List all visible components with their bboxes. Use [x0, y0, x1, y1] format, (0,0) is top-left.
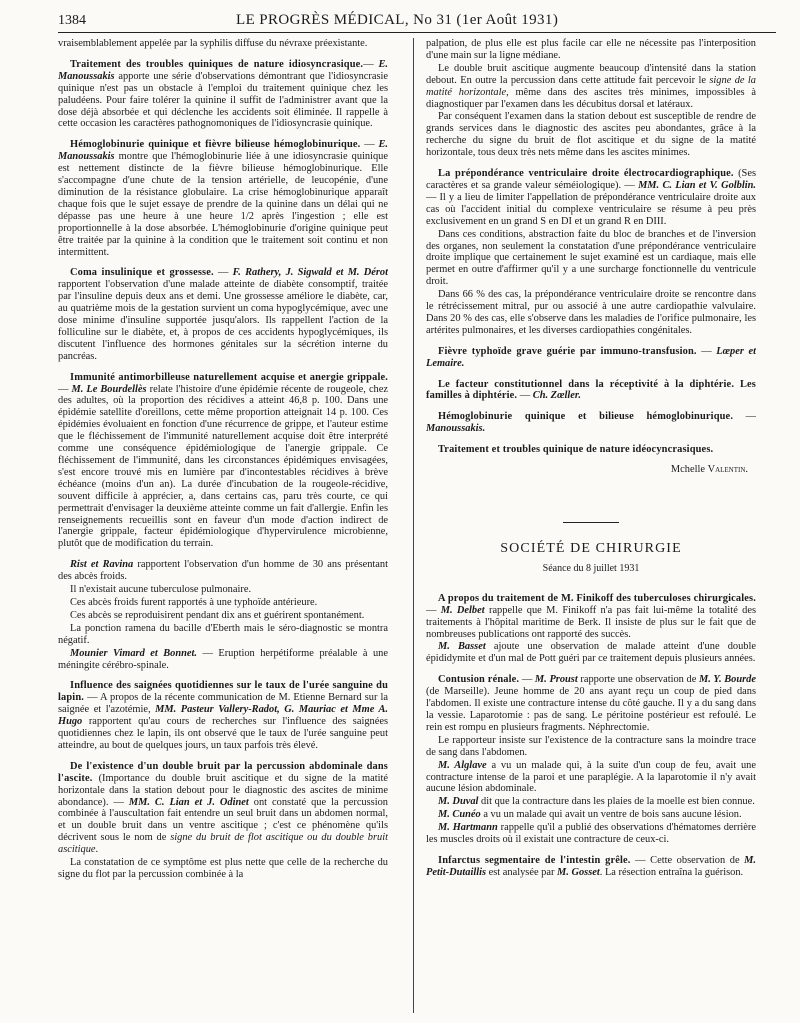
paragraph: Dans 66 % des cas, la prépondérance ventriculaire droite se rencontre dans le rétrécissement mitral, pur ou associé à une autre cardiopathie valvulaire. Dans 20 % des cas, elle s'observe dans les maladies de l'orifice pulmonaire, les artérites pulmonaires, et les diverses cardiopathies congénitales. [426, 289, 756, 336]
author-name: MM. Pasteur Vallery-Radot, G. Mauriac et Mme A. Hugo [58, 704, 388, 728]
article-body: rapporte une observation de [577, 674, 700, 686]
paragraph [426, 809, 756, 821]
article-body: (Ses caractères et sa grande valeur séméiologique). — [426, 168, 756, 191]
article-eruption-herpetiforme [58, 648, 388, 672]
paragraph [426, 641, 756, 665]
article-body: . [95, 844, 99, 856]
paragraph: La ponction ramena du bacille d'Eberth mais le séro-diagnostic se montra négatif. [58, 622, 388, 646]
article-body: rappelle que M. Finikoff n'a pas fait lui-même la totalité des traitements à l'hôpital maritime de Berk. Il insiste de plus sur le fait que de nombreuses publications ont rapporté des succès. [426, 604, 756, 640]
author-name: M. Alglave [438, 759, 487, 771]
article-coma-insulinique: Coma insulinique et grossesse. — F. Rathery, J. Sigwald et M. Dérot rapportent l'observation d'une malade atteinte de diabète consomptif, traitée par l'insuline depuis deux ans et demi. Une grossesse améliore le diabète, car, au quatrième mois de la gestation survient un coma hypoglycémique, avec une dose minime d'insuline supportée jusqu'alors. Ils rappellent l'action de la folliculine sur le diabète, et, à propos de ces accidents hypoglycémiques, ils discutent l'influence des hormones génitales sur la sécrétion interne du pancréas. [58, 267, 388, 362]
author-name: M. Basset [438, 641, 486, 653]
article-infarctus-intestin [426, 855, 756, 879]
paragraph: Le rapporteur insiste sur l'existence de la contracture sans la moindre trace de sang dans l'abdomen. [426, 734, 756, 758]
article-traitement-troubles [426, 444, 756, 456]
paragraph [426, 822, 756, 846]
author-name: E. Manoussakis [58, 139, 388, 163]
author-name: Rist et Ravina [70, 559, 134, 571]
article-body: (de Marseille). Jeune homme de 20 ans ayant reçu un coup de pied dans l'abdomen. Il existe une contracture intense du côté gauche. Il y a du sang dans la vessie. Laparotomie : pas de sang. Le péritoine postérieur est refoulé. Le rein est rompu en plusieurs fragments. Néphrectomie. [426, 686, 756, 733]
author-name: Mounier Vimard et Bonnet. [70, 647, 198, 659]
paragraph: Dans ces conditions, abstraction faite du bloc de branches et de l'inversion des organes, non seulement la constatation d'une prépondérance ventriculaire droite implique que certainement le sujet examiné est un cardiaque, mais elle permet en outre d'affirmer qu'il y a une surcharge fonctionnelle du ventricule droit. [426, 228, 756, 288]
author-name: M. Delbet [440, 604, 485, 616]
author-name: Ch. Zœller. [532, 390, 581, 402]
article-heading: Coma insulinique et grossesse. [70, 267, 214, 279]
article-saignees-quotidiennes [58, 680, 388, 751]
article-heading: Traitement des troubles quiniques de nature idiosyncrasique. [70, 58, 364, 70]
column-divider [413, 38, 414, 1013]
article-contusion-renale: Contusion rénale. — M. Proust rapporte une observation de M. Y. Bourde (de Marseille). Jeune homme de 20 ans ayant reçu un coup de pied dans l'abdomen. Il existe une contracture intense du côté gauche. Il y a du sang dans la vessie. Laparotomie : pas de sang. Le péritoine postérieur est refoulé. Le rein est rompu en plusieurs fragments. Néphrectomie. [426, 674, 756, 733]
paragraph [426, 63, 756, 111]
author-name: MM. C. Lian et J. Odinet [128, 796, 249, 808]
society-title: SOCIÉTÉ DE CHIRURGIE [500, 541, 682, 556]
article-body: a vu un malade qui, à la suite d'un coup de feu, avait une contracture intense de la paroi et une paraplégie. A la laparotomie il n'y avait aucune lésion abdominale. [426, 759, 756, 795]
author-name: M. Cunéo [438, 809, 481, 821]
article-traitement-troubles-quiniques: Traitement des troubles quiniques de nature idiosyncrasique.— E. Manoussakis apporte une série d'observations démontrant que l'idiosyncrasie quinique n'est pas un obstacle à l'emploi du traitement quinique chez les paludéens. Pour faire tolérer la quinine il suffit de l'administrer avant que la dose déjà absorbée et qui déclenche les accidents soit éliminée. Il rappelle à cette occasion les caractères pathognomoniques de l'idiosyncrasie quinique. [58, 58, 388, 130]
article-heading: Contusion rénale. [438, 674, 520, 686]
article-finikoff: A propos du traitement de M. Finikoff des tuberculoses chirurgicales. — M. Delbet rappelle que M. Finikoff n'a pas fait lui-même la totalité des traitements à l'hôpital maritime de Berk. Il insiste de plus sur le fait que de nombreuses publications ont rapporté des succès. [426, 592, 756, 640]
paragraph-text: , même dans des ascites très minimes, impossibles à diagnostiquer par l'examen dans les décubitus dorsal et latéraux. [426, 86, 756, 110]
paragraph: Il n'existait aucune tuberculose pulmonaire. [70, 584, 252, 596]
page-number: 1384 [58, 13, 86, 28]
article-facteur-constitutionnel: Le facteur constitutionnel dans la réceptivité à la diphtérie. Les familles à diphtérie. — Ch. Zœller. [426, 378, 756, 402]
article-body: montre que l'hémoglobinurie liée à une idiosyncrasie quinique est nettement distincte de la fièvre bilieuse hémoglobinurique. Elle s'accompagne d'une chute de la tension artérielle, de leucopénie, d'une diminution de la résistance globulaire. La crise hémoglobinurique apparaît chaque fois que le sujet essaye de prendre de la quinine dans un délai qui ne dépasse pas une heure à une heure 1/2 après l'ingestion ; elle est proportionnelle à la dose absorbée. L'hémoglobinurie d'origine quinique peut être traitée par la quinine à la condition que le traitement soit continu et non intermittent. [58, 151, 388, 258]
article-heading: Le facteur constitutionnel dans la réceptivité à la diphtérie. Les familles à diphtérie. [426, 378, 756, 402]
article-fievre-typhoide: Fièvre typhoïde grave guérie par immuno-transfusion. — Lœper et Lemaire. [426, 345, 756, 369]
author-name: M. Hartmann [438, 822, 498, 834]
article-body: — Eruption herpétiforme préalable à une méningite cérébro-spinale. [58, 647, 388, 671]
article-immunite-antimorbilleuse: Immunité antimorbilleuse naturellement acquise et anergie grippale.— M. Le Bourdellès relate l'histoire d'une épidémie récente de rougeole, chez des adultes, où la proportion des récidives a atteint 46,8 p. 100. Dans une épidémie satellite d'oreillons, cette même proportion atteignait 14 p. 100. Ces épidémies évoluaient en fonction d'une récurrence de grippe, et l'auteur estime que le fléchissement de l'immunité naturellement acquise doit être interprété comme une conséquence épidémiologique de l'anergie grippale. Ce fléchissement de l'immunité, dans les circonstances épidémiques envisagées, s'est encore trouvé mis en lumière par d'incontestables récidives à brève échéance (moins d'un an). La durée d'incubation de la rougeole-récidive, souvent difficile à apprécier, a, dans certains cas, paru très courte, ce qui permettrait d'envisager la deuxième atteinte comme un fait d'allergie. Enfin les renseignements recueillis sont en faveur d'un mode d'action indirect de l'anergie grippale, facteur épidémiologique d'hypervirulence microbienne, plutôt que de modification du terrain. [58, 371, 388, 550]
paragraph-text: Le double bruit ascitique augmente beaucoup d'intensité dans la station debout. En outre la percussion dans cette attitude fait percevoir le [426, 62, 756, 86]
article-body: a vu un malade qui avait un ventre de bois sans aucune lésion. [480, 809, 742, 821]
signature-name: Valentin. [707, 464, 748, 476]
article-body: ont constaté que la percussion combinée à l'auscultation fait entendre un seul bruit dans un abdomen normal, et un double bruit dans un ventre ascitique ; c'est ce phénomène qu'ils décrivent sous le nom de [58, 796, 388, 844]
paragraph [426, 760, 756, 796]
italic-term: signe de la matité horizontale [426, 74, 756, 98]
signature-prefix: Mchelle [670, 464, 708, 476]
paragraph: vraisemblablement appelée par la syphilis diffuse du névraxe préexistante. [58, 38, 368, 49]
article-abces-froids [58, 559, 388, 583]
article-heading: Hémoglobinurie quinique et fièvre bilieuse hémoglobinurique. [70, 139, 361, 151]
paragraph: Ces abcès se reproduisirent pendant dix ans et guérirent spontanément. [70, 609, 365, 621]
article-body: (Importance du double bruit ascitique et du signe de la matité horizontale dans la station debout pour le diagnostic des ascites de minime abondance). — [58, 772, 388, 808]
author-name: M. Duval [438, 796, 479, 808]
left-column [58, 38, 388, 1013]
journal-title: LE PROGRÈS MÉDICAL, No 31 (1er Août 1931) [236, 12, 559, 28]
article-body: — A propos de la récente communication de M. Etienne Bernard sur la saignée et l'azotémie, [58, 692, 388, 716]
paragraph: palpation, de plus elle est plus facile car elle ne nécessite pas l'interposition d'une main sur la ligne médiane. [426, 38, 756, 61]
author-name: M. Gosset [557, 866, 600, 878]
article-body: dit que la contracture dans les plaies de la moelle est bien connue. [478, 796, 755, 808]
article-body: rapportent qu'au cours de recherches sur l'influence des saignées quotidiennes chez le lapin, ils ont observé que le taux de l'urée sanguine peut atteindre, au bout de quelques jours, un taux parfois très élevé. [58, 716, 388, 751]
signature [426, 464, 756, 476]
article-heading: La prépondérance ventriculaire droite électrocardiographique. [438, 168, 734, 180]
paragraph: La constatation de ce symptôme est plus nette que celle de la recherche du signe du flot par la percussion combinée à la [58, 857, 388, 880]
article-body: rapportent l'observation d'une malade atteinte de diabète consomptif, traitée par l'insuline depuis deux ans et demi. Une grossesse améliore le diabète, car, au quatrième mois de la gestation survient un coma hypoglycémique, avec une dose minime d'insuline supportée jusqu'alors. Ils rappellent l'action de la folliculine sur le diabète, et, à propos de ces accidents hypoglycémiques, ils discutent l'influence des hormones génitales sur la sécrétion interne du pancréas. [58, 279, 388, 362]
article-heading: Fièvre typhoïde grave guérie par immuno-transfusion. [438, 345, 697, 357]
article-body: rapportent l'observation d'un homme de 30 ans présentant des abcès froids. [58, 559, 388, 583]
paragraph [426, 796, 756, 808]
article-hemoglobinurie-quinique: Hémoglobinurie quinique et fièvre bilieuse hémoglobinurique. — E. Manoussakis montre que l'hémoglobinurie liée à une idiosyncrasie quinique est nettement distincte de la fièvre bilieuse hémoglobinurique. Elle s'accompagne d'une chute de la tension artérielle, de leucopénie, d'une diminution de la résistance globulaire. La crise hémoglobinurique apparaît chaque fois que le sujet essaye de prendre de la quinine dans un délai qui ne dépasse pas une heure à une heure 1/2 après l'ingestion ; elle est proportionnelle à la dose absorbée. L'hémoglobinurie d'origine quinique peut être traitée par la quinine à la condition que le traitement soit continu et non intermittent. [58, 139, 388, 258]
seance-date: Séance du 8 juillet 1931 [542, 562, 640, 574]
author-name: F. Rathery, J. Sigwald et M. Dérot [232, 267, 388, 279]
article-body: est analysée par [486, 866, 558, 878]
article-body: ajoute une observation de malade atteint d'une double épididymite et d'un mal de Pott guéri par ce traitement depuis plusieurs années. [426, 641, 756, 665]
article-double-bruit-ascite [58, 761, 388, 856]
article-heading: Influence des saignées quotidiennes sur le taux de l'urée sanguine du lapin. [58, 680, 388, 704]
article-heading: De l'existence d'un double bruit par la percussion abdominale dans l'ascite. [58, 760, 388, 784]
italic-term: signe du bruit de flot ascitique ou du double bruit ascitique [58, 832, 388, 856]
article-hemoglobinurie-bilieuse: Hémoglobinurie quinique et bilieuse hémoglobinurique. — Manoussakis. [426, 411, 756, 435]
paragraph: Ces abcès froids furent rapportés à une typhoïde antérieure. [70, 596, 318, 608]
paragraph: Par conséquent l'examen dans la station debout est susceptible de rendre de grands services dans le diagnostic des ascites peu abondantes, grâce à la recherche du signe du bruit de flot ascitique et du signe de la matité horizontale, tous deux très nets même dans les ascites minimes. [426, 111, 756, 159]
article-heading: A propos du traitement de M. Finikoff des tuberculoses chirurgicales. [438, 592, 756, 604]
article-heading: Traitement et troubles quinique de nature idéocyncrasiques. [438, 444, 714, 456]
author-name: E. Manoussakis [58, 58, 388, 82]
author-name: M. Le Bourdellès [71, 383, 147, 395]
article-body: rappelle qu'il a publié des observations d'hématomes derrière les muscles droits où il existait une contracture de ceux-ci. [426, 822, 756, 846]
article-heading: Immunité antimorbilleuse naturellement acquise et anergie grippale. [70, 371, 388, 383]
right-column [426, 38, 756, 1013]
article-heading: Hémoglobinurie quinique et bilieuse hémoglobinurique. [438, 411, 734, 423]
author-name: M. Proust [534, 674, 578, 686]
article-body: relate l'histoire d'une épidémie récente de rougeole, chez des adultes, où la proportion des récidives a atteint 46,8 p. 100. Dans une épidémie satellite d'oreillons, cette même proportion atteignait 14 p. 100. Ces épidémies évoluaient en fonction d'une récurrence de grippe, et l'auteur estime que le fléchissement de l'immunité naturellement acquise doit être interprété comme une conséquence épidémiologique de l'anergie grippale. Ce fléchissement de l'immunité, dans les circonstances épidémiques envisagées, s'est encore trouvé mis en lumière par d'incontestables récidives à brève échéance (moins d'un an). La durée d'incubation de la rougeole-récidive, souvent difficile à apprécier, a, dans certains cas, paru très courte, ce qui permettrait d'envisager la deuxième atteinte comme un fait d'allergie. Enfin les renseignements recueillis sont en faveur d'un mode d'action indirect de l'anergie grippale, facteur épidémiologique d'hypervirulence microbienne, plutôt que de modification du terrain. [58, 383, 388, 550]
running-header [58, 10, 776, 33]
author-name: M. Y. Bourde [699, 674, 756, 686]
article-body: — Il y a lieu de limiter l'appellation de prépondérance ventriculaire droite aux cas où l'accident initial du complexe ventriculaire se résume à peu près exclusivement en un grand S en DI et un grand R en DIII. [426, 191, 756, 227]
author-name: Manoussakis. [426, 423, 486, 435]
section-rule [563, 522, 619, 523]
article-heading: Infarctus segmentaire de l'intestin grêle. [438, 854, 631, 866]
article-preponderance-ventriculaire [426, 168, 756, 228]
author-name: M. Petit-Dutaillis [426, 854, 756, 878]
article-body: — Cette observation de [630, 854, 745, 866]
author-name: MM. C. Lian et V. Golblin. [638, 179, 756, 191]
author-name: Lœper et Lemaire. [426, 345, 756, 369]
article-body: . La résection entraîna la guérison. [599, 866, 744, 878]
article-body: apporte une série d'observations démontrant que l'idiosyncrasie quinique n'est pas un obstacle à l'emploi du traitement quinique chez les paludéens. Pour faire tolérer la quinine il suffit de l'administrer avant que la dose déjà absorbée et qui déclenche les accidents soit éliminée. Il rappelle à cette occasion les caractères pathognomoniques de l'idiosyncrasie quinique. [58, 70, 388, 130]
